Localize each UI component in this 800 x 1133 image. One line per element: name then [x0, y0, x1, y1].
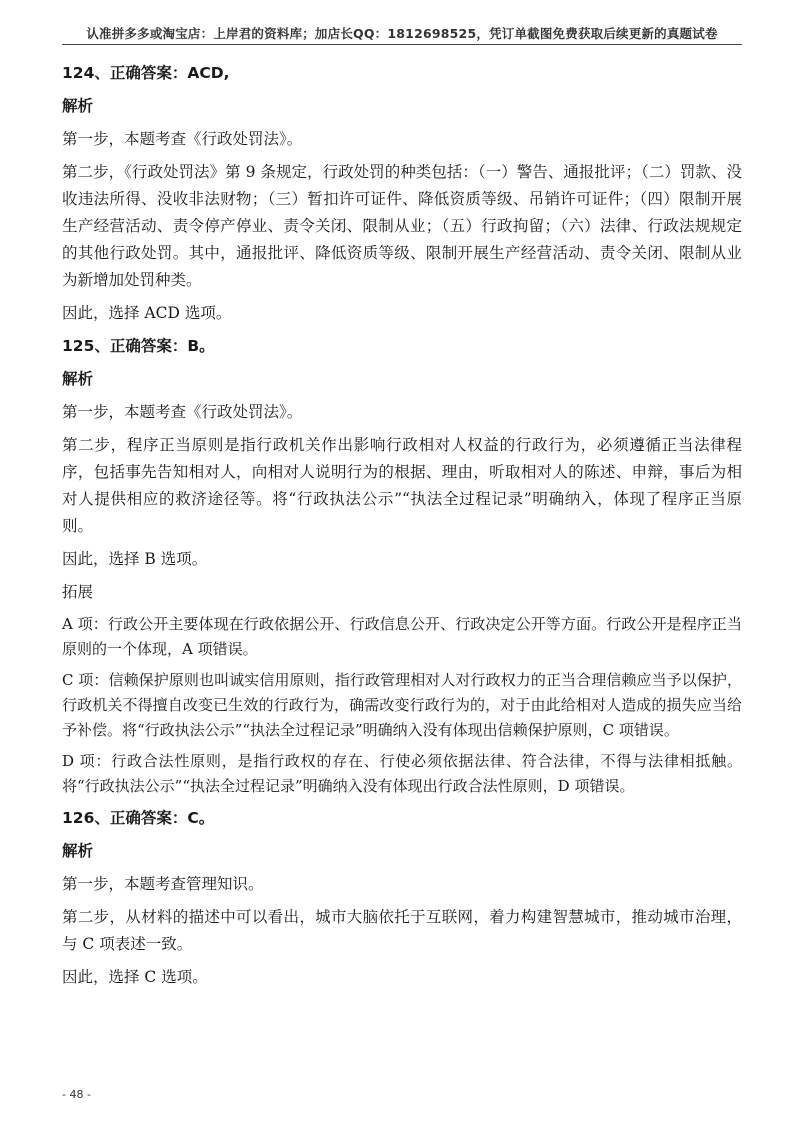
- answer-explanations: [62, 60, 742, 997]
- q126-step1: 第一步，本题考查管理知识。: [62, 875, 264, 893]
- q125-analysis-label: 解析: [62, 370, 94, 388]
- q124-step1: 第一步，本题考查《行政处罚法》。: [62, 130, 303, 148]
- header-banner: 认准拼多多或淘宝店：上岸君的资料库；加店长QQ：1812698525，凭订单截图免费获取后续更新的真题试卷: [86, 26, 718, 41]
- header-divider: [62, 44, 742, 45]
- q125-conclusion: 因此，选择 B 选项。: [62, 550, 208, 568]
- q126-conclusion: 因此，选择 C 选项。: [62, 968, 208, 986]
- q126-answer: 126、正确答案：C。: [62, 809, 215, 827]
- q125-answer: 125、正确答案：B。: [62, 337, 215, 355]
- q125-ext-d: D 项：行政合法性原则，是指行政权的存在、行使必须依据法律、符合法律，不得与法律相抵触。将“行政执法公示”“执法全过程记录”明确纳入没有体现出行政合法性原则，D 项错误。: [62, 752, 742, 795]
- q125-ext-a: A 项：行政公开主要体现在行政依据公开、行政信息公开、行政决定公开等方面。行政公开是程序正当原则的一个体现，A 项错误。: [62, 615, 742, 658]
- q125-extension-label: 拓展: [62, 583, 94, 601]
- q125-ext-c: C 项：信赖保护原则也叫诚实信用原则，指行政管理相对人对行政权力的正当合理信赖应当予以保护，行政机关不得擅自改变已生效的行政行为，确需改变行政行为的，对于由此给相对人造成的损失应当给予补偿。将“行政执法公示”“执法全过程记录”明确纳入没有体现出信赖保护原则，C 项错误。: [62, 671, 742, 739]
- q124-answer: 124、正确答案：ACD,: [62, 64, 230, 82]
- q124-conclusion: 因此，选择 ACD 选项。: [62, 304, 232, 322]
- q125-step1: 第一步，本题考查《行政处罚法》。: [62, 403, 303, 421]
- q124-analysis-label: 解析: [62, 97, 94, 115]
- q126-analysis-label: 解析: [62, 842, 94, 860]
- q125-step2: 第二步，程序正当原则是指行政机关作出影响行政相对人权益的行政行为，必须遵循正当法律程序，包括事先告知相对人，向相对人说明行为的根据、理由，听取相对人的陈述、申辩，事后为相对人提供相应的救济途径等。将“行政执法公示”“执法全过程记录”明确纳入，体现了程序正当原则。: [62, 436, 742, 535]
- q124-step2: 第二步，《行政处罚法》第 9 条规定，行政处罚的种类包括：（一）警告、通报批评；（二）罚款、没收违法所得、没收非法财物；（三）暂扣许可证件、降低资质等级、吊销许可证件；（四）限制开展生产经营活动、责令停产停业、责令关闭、限制从业；（五）行政拘留；（六）法律、行政法规规定的其他行政处罚。其中，通报批评、降低资质等级、限制开展生产经营活动、责令关闭、限制从业为新增加处罚种类。: [62, 163, 742, 289]
- page-number: - 48 -: [62, 1088, 91, 1101]
- q126-step2: 第二步，从材料的描述中可以看出，城市大脑依托于互联网，着力构建智慧城市，推动城市治理，与 C 项表述一致。: [62, 908, 742, 953]
